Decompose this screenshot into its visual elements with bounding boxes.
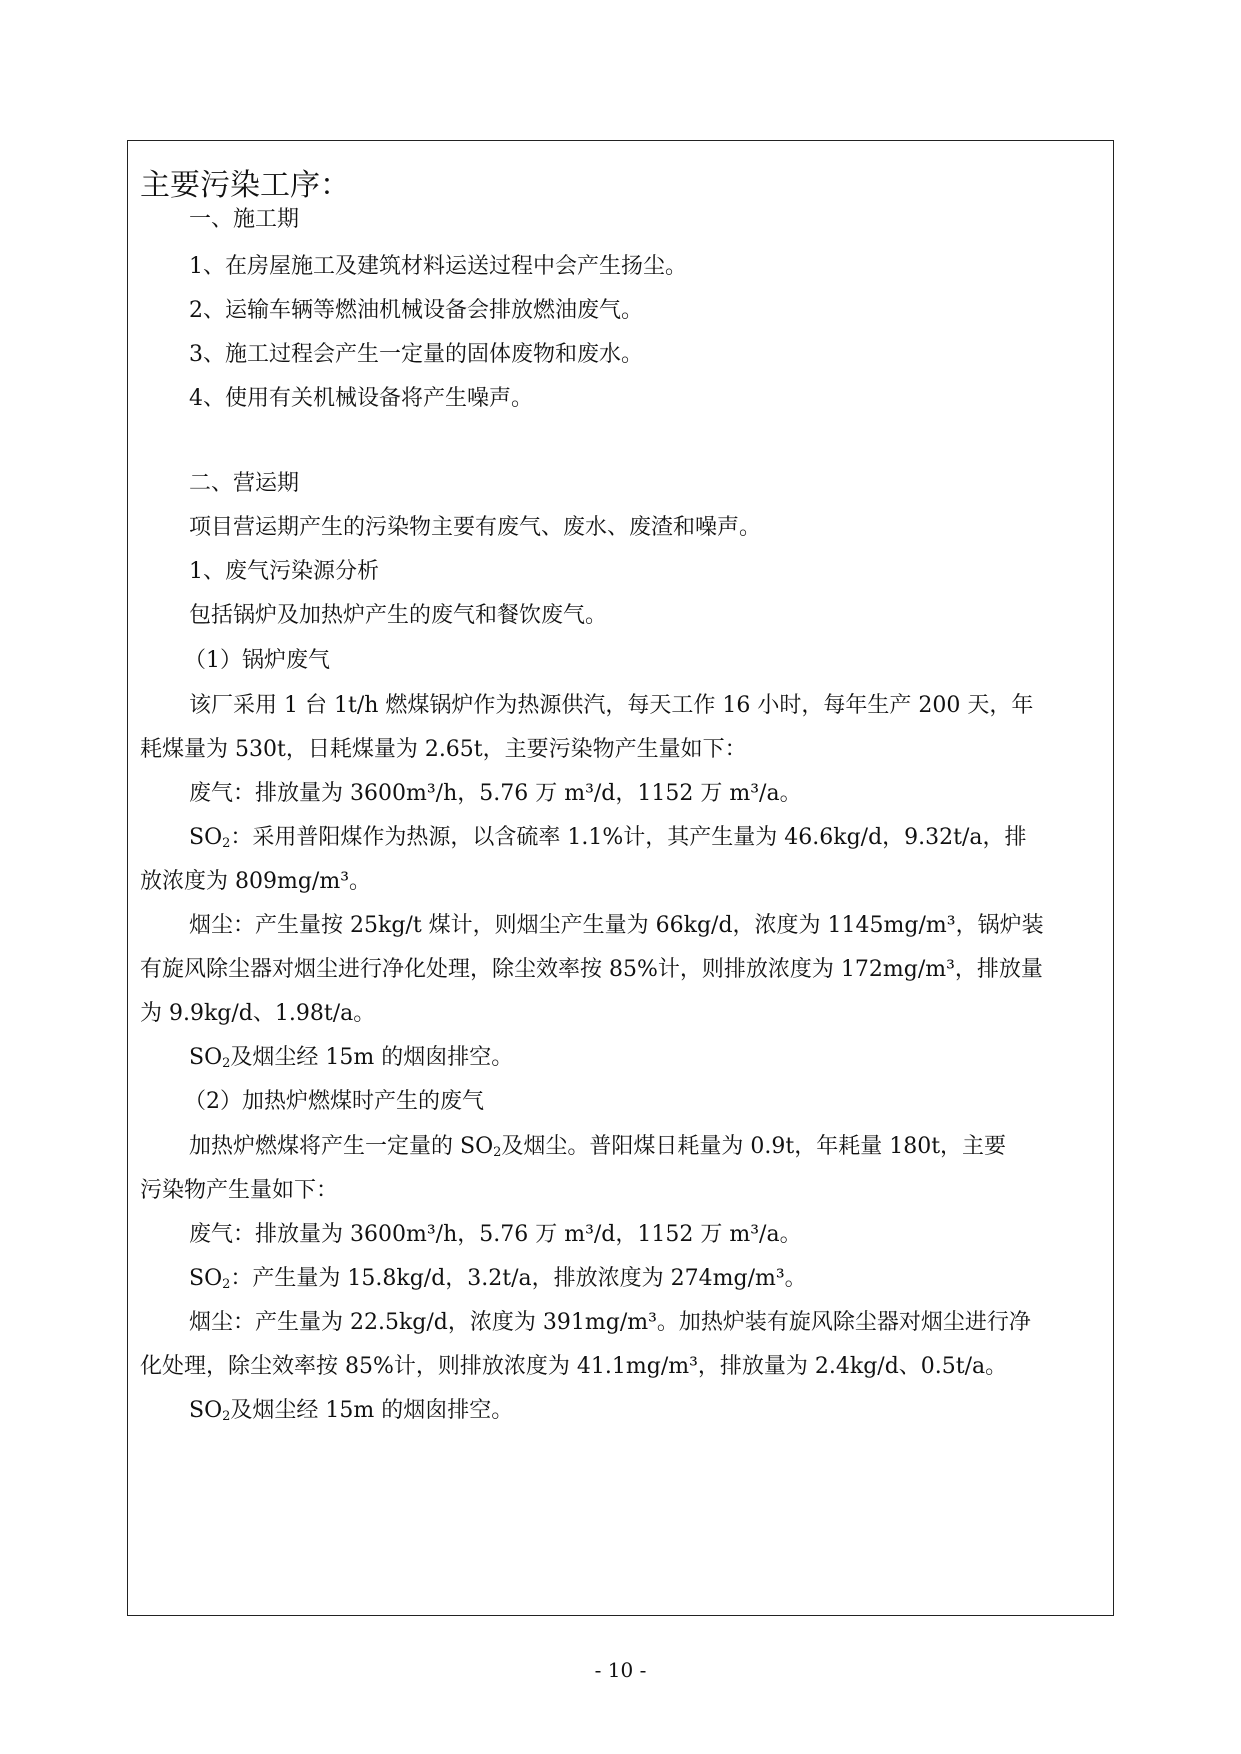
heater-stack-line — [189, 1398, 513, 1424]
section1-title: 1、废气污染源分析 — [189, 559, 379, 584]
boiler-dust-line-1: 烟尘：产生量按 25kg/t 煤计，则烟尘产生量为 66kg/d，浓度为 1145mg/m³，锅炉装 — [189, 913, 1044, 938]
heater-dust-line-1: 烟尘：产生量为 22.5kg/d，浓度为 391mg/m³。加热炉装有旋风除尘器对烟尘进行净 — [189, 1310, 1031, 1335]
so2-subscript: 2 — [222, 836, 231, 851]
heater-title: （2）加热炉燃煤时产生的废气 — [184, 1089, 484, 1114]
boiler-para-line-2: 耗煤量为 530t，日耗煤量为 2.65t，主要污染物产生量如下： — [140, 737, 747, 762]
heater-para-line-1 — [189, 1134, 1006, 1160]
heater-waste-gas: 废气：排放量为 3600m³/h，5.76 万 m³/d，1152 万 m³/a。 — [189, 1222, 802, 1247]
heater-dust-line-2: 化处理，除尘效率按 85%计，则排放浓度为 41.1mg/m³，排放量为 2.4kg/d、0.5t/a。 — [140, 1354, 1008, 1379]
boiler-dust-line-3: 为 9.9kg/d、1.98t/a。 — [140, 1001, 376, 1026]
construction-item-1: 1、在房屋施工及建筑材料运送过程中会产生扬尘。 — [189, 254, 687, 279]
so2-subscript: 2 — [493, 1145, 502, 1160]
heater-so2-line — [189, 1266, 807, 1292]
so2-label: SO — [189, 1398, 223, 1423]
heater-so2-text: ：产生量为 15.8kg/d，3.2t/a，排放浓度为 274mg/m³。 — [230, 1266, 807, 1291]
so2-label: SO — [189, 825, 223, 850]
boiler-so2-line-1 — [189, 825, 1027, 851]
page-number: - 10 - — [594, 1658, 647, 1682]
operation-title: 二、营运期 — [189, 471, 300, 496]
so2-subscript: 2 — [222, 1056, 231, 1071]
construction-title: 一、施工期 — [189, 207, 300, 232]
heater-stack-text: 及烟尘经 15m 的烟囱排空。 — [230, 1398, 514, 1423]
boiler-so2-text: ：采用普阳煤作为热源，以含硫率 1.1%计，其产生量为 46.6kg/d，9.32t/a，排 — [230, 825, 1027, 850]
so2-subscript: 2 — [222, 1277, 231, 1292]
so2-subscript: 2 — [222, 1409, 231, 1424]
operation-intro: 项目营运期产生的污染物主要有废气、废水、废渣和噪声。 — [189, 515, 762, 540]
construction-item-3: 3、施工过程会产生一定量的固体废物和废水。 — [189, 342, 643, 367]
boiler-title: （1）锅炉废气 — [184, 648, 330, 673]
construction-item-2: 2、运输车辆等燃油机械设备会排放燃油废气。 — [189, 298, 643, 323]
section1-intro: 包括锅炉及加热炉产生的废气和餐饮废气。 — [189, 603, 608, 628]
heater-para-line-2: 污染物产生量如下： — [140, 1178, 339, 1203]
boiler-dust-line-2: 有旋风除尘器对烟尘进行净化处理，除尘效率按 85%计，则排放浓度为 172mg/m³，排放量 — [140, 957, 1043, 982]
heater-para-b: 及烟尘。普阳煤日耗量为 0.9t，年耗量 180t，主要 — [501, 1134, 1007, 1159]
boiler-so2-line-2: 放浓度为 809mg/m³。 — [140, 869, 372, 894]
page-heading: 主要污染工序： — [140, 168, 350, 203]
boiler-para-line-1: 该厂采用 1 台 1t/h 燃煤锅炉作为热源供汽，每天工作 16 小时，每年生产 200 天，年 — [189, 693, 1034, 718]
so2-label: SO — [189, 1266, 223, 1291]
construction-item-4: 4、使用有关机械设备将产生噪声。 — [189, 386, 533, 411]
boiler-stack-line — [189, 1045, 513, 1071]
so2-label: SO — [189, 1045, 223, 1070]
boiler-stack-text: 及烟尘经 15m 的烟囱排空。 — [230, 1045, 514, 1070]
heater-para-a: 加热炉燃煤将产生一定量的 SO — [189, 1134, 494, 1159]
boiler-waste-gas: 废气：排放量为 3600m³/h，5.76 万 m³/d，1152 万 m³/a。 — [189, 781, 802, 806]
